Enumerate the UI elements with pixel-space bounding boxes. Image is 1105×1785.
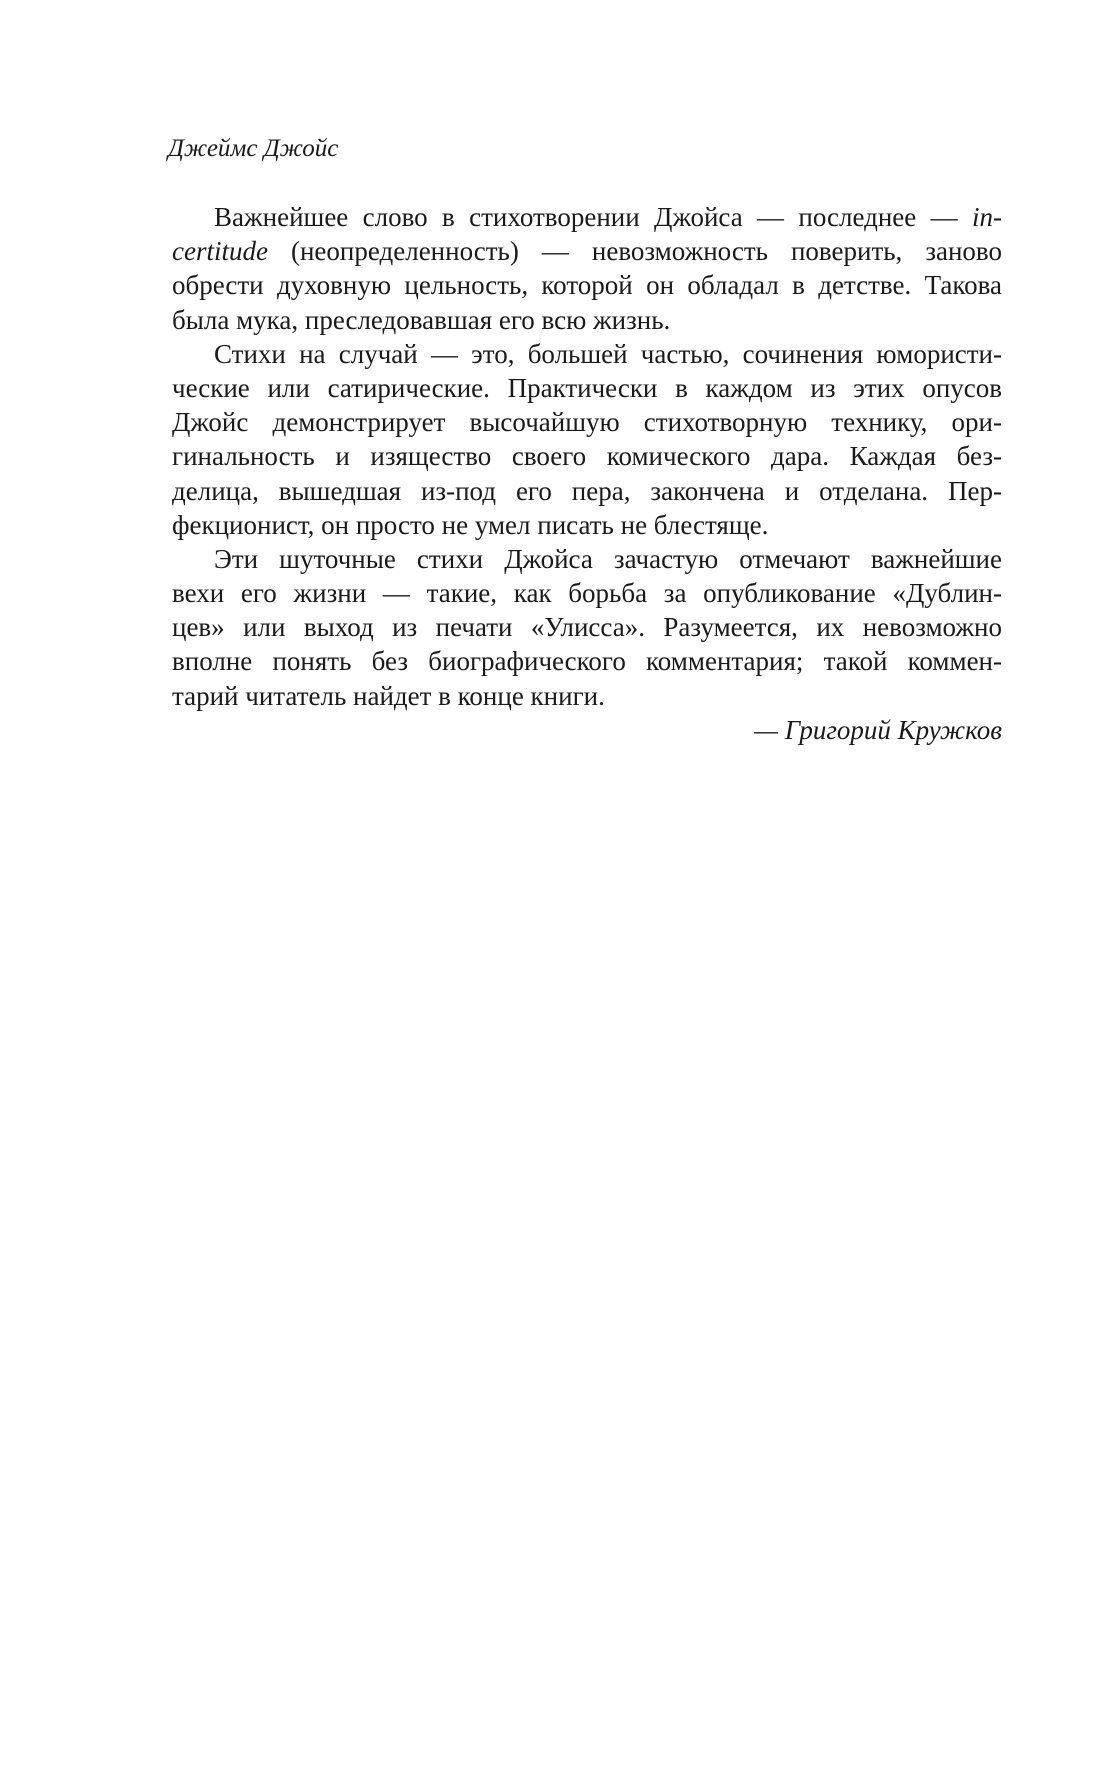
author-signature: — Григорий Кружков	[754, 714, 1002, 745]
paragraph	[172, 200, 1002, 337]
text-line: делица, вышедшая из-под его пера, закончена и отделана. Пер-	[172, 475, 1002, 506]
text-segment: (неопределенность) — невозможность поверить, заново	[267, 236, 1002, 267]
text-line: ческие или сатирические. Практически в каждом из этих опусов	[172, 372, 1002, 403]
text-line: Эти шуточные стихи Джойса зачастую отмечают важнейшие	[214, 543, 1002, 574]
main-text	[172, 200, 1002, 747]
text-line: обрести духовную цельность, которой он обладал в детстве. Такова	[172, 270, 1002, 301]
text-line	[172, 200, 1002, 234]
italic-word: in-	[972, 202, 1002, 232]
paragraph	[172, 337, 1002, 542]
text-line: вехи его жизни — такие, как борьба за опубликование «Дублин-	[172, 578, 1002, 609]
text-line	[172, 234, 1002, 268]
running-head: Джеймс Джойс	[168, 135, 339, 162]
text-line: тарий читатель найдет в конце книги.	[172, 680, 605, 711]
text-line: вполне понять без биографического комментария; такой коммен-	[172, 646, 1002, 677]
paragraph	[172, 542, 1002, 713]
text-line: гинальность и изящество своего комического дара. Каждая без-	[172, 441, 1002, 472]
text-line: цев» или выход из печати «Улисса». Разумеется, их невозможно	[172, 612, 1002, 643]
text-line: была мука, преследовавшая его всю жизнь.	[172, 304, 671, 335]
text-line: Джойс демонстрирует высочайшую стихотворную технику, ори-	[172, 407, 1002, 438]
text-line: Стихи на случай — это, большей частью, сочинения юмористи-	[214, 338, 1002, 369]
text-segment: Важнейшее слово в стихотворении Джойса — последнее —	[214, 202, 972, 232]
italic-word: certitude	[172, 236, 268, 267]
text-line: фекционист, он просто не умел писать не блестяще.	[172, 509, 769, 540]
